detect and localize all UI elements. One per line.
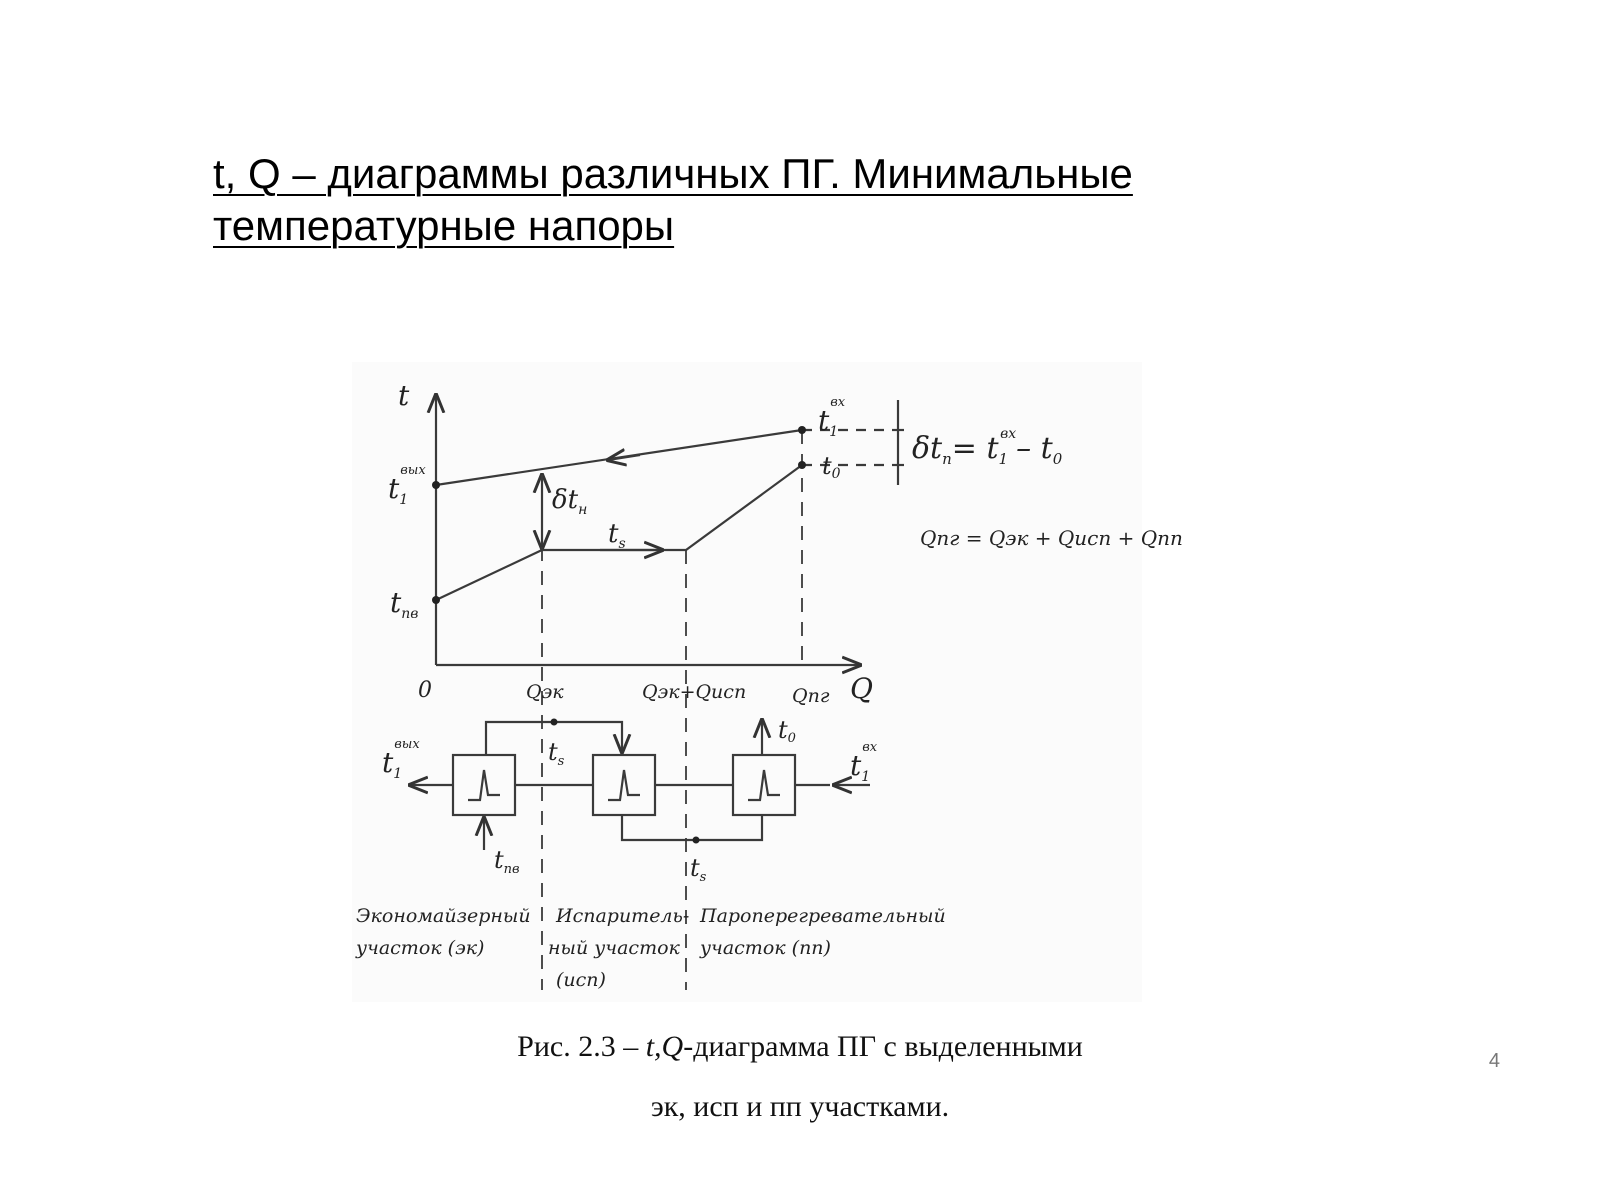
label-t1-out: $t_1вых$ <box>388 463 426 508</box>
label-axis-t: t <box>398 379 410 412</box>
label-ts-graph: $t_s$ <box>608 519 626 552</box>
label-q-ek: Qэк <box>526 681 564 703</box>
page-number: 4 <box>1488 1050 1500 1072</box>
caption-prefix: Рис. 2.3 – <box>517 1030 646 1063</box>
caption-suffix: -диаграмма ПГ с выделенными <box>683 1030 1083 1063</box>
label-schematic-ts-top: $t_s$ <box>548 738 565 769</box>
title-line-1: t, Q – диаграммы различных ПГ. Минимальные <box>213 150 1133 197</box>
label-delta-tn: $\delta t_н$ <box>552 485 588 518</box>
label-axis-q: Q <box>850 672 873 705</box>
caption-italic: t,Q <box>645 1030 684 1063</box>
point-t1-out <box>432 481 440 489</box>
label-schematic-t0: t0 <box>778 716 796 746</box>
section-isp-line2: ный участок <box>548 937 680 959</box>
figure-caption-line2: эк, исп и пп участками. <box>650 1090 950 1123</box>
label-schematic-ts-bottom: $t_s$ <box>690 854 707 885</box>
title-line-2: температурные напоры <box>213 202 675 249</box>
section-pp-line2: участок (пп) <box>700 937 831 959</box>
label-q-formula: Qпг = Qэк + Qисп + Qпп <box>920 526 1183 550</box>
section-ek-line2: участок (эк) <box>356 937 485 959</box>
point-t0 <box>798 461 806 469</box>
point-ts-top <box>551 719 558 726</box>
point-t1-in <box>798 426 806 434</box>
label-tpv: $t_{пв}$ <box>390 586 419 622</box>
label-t0: t0 <box>822 452 841 482</box>
label-schematic-t1-out: $t_1вых$ <box>382 737 420 782</box>
section-ek-line1: Экономайзерный <box>356 905 531 927</box>
section-pp-line1: Пароперегревательный <box>700 905 946 927</box>
economizer-block <box>453 755 515 815</box>
label-schematic-tpv: $t_{пв}$ <box>494 846 520 877</box>
label-t1-in: $t_1вх$ <box>818 395 846 440</box>
label-schematic-t1-in: $t_1вх$ <box>850 740 878 785</box>
figure-caption-line1 <box>0 1030 1600 1064</box>
point-ts-bottom <box>693 837 700 844</box>
section-isp-line3: (исп) <box>556 969 606 991</box>
label-delta-tp-formula: $\delta t_п= t_1вх-$ $t_0$ <box>912 426 1063 468</box>
label-q-ek-isp: Qэк+Qисп <box>642 681 747 703</box>
label-origin: 0 <box>418 678 432 703</box>
evaporator-block <box>593 755 655 815</box>
superheater-block <box>733 755 795 815</box>
section-isp-line1: Испаритель- <box>556 905 690 927</box>
label-q-pg: Qпг <box>792 685 830 707</box>
point-tpv <box>432 596 440 604</box>
